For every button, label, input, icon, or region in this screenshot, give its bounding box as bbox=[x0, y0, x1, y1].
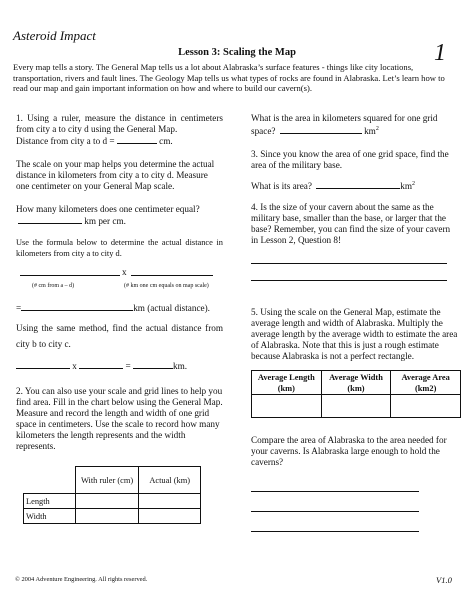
formula-equals: = bbox=[16, 303, 22, 313]
lesson-heading: Lesson 3: Scaling the Map bbox=[178, 47, 296, 58]
table-row bbox=[24, 509, 201, 524]
same-method-text: Using the same method, find the actual distance from city b to city c. bbox=[16, 323, 223, 349]
compare-answer-line-3[interactable] bbox=[251, 520, 419, 532]
formula-blank-1[interactable] bbox=[20, 267, 120, 276]
bc-equals: = bbox=[125, 361, 131, 371]
left-column bbox=[16, 113, 223, 524]
table-row bbox=[252, 395, 461, 418]
header-actual: Actual (km) bbox=[139, 467, 201, 494]
average-area-cell[interactable] bbox=[391, 395, 461, 418]
base-area-unit: km bbox=[400, 181, 413, 192]
compare-question: Compare the area of Alabraska to the area needed for your caverns. Is Alabraska large enough to hold the caverns? bbox=[251, 435, 447, 468]
copyright-notice: © 2004 Adventure Engineering. All rights reserved. bbox=[15, 576, 148, 583]
question-1-distance bbox=[16, 135, 223, 147]
formula-result-row bbox=[16, 302, 223, 314]
length-km-cell[interactable] bbox=[139, 494, 201, 509]
base-area-label: What is its area? bbox=[251, 181, 312, 192]
distance-label: Distance from city a to d = bbox=[16, 136, 117, 146]
average-width-cell[interactable] bbox=[321, 395, 391, 418]
header-average-width: Average Width (km) bbox=[321, 371, 391, 395]
table-header-row bbox=[252, 371, 461, 395]
km-question-label: How many kilometers does one centimeter equal? bbox=[16, 204, 200, 214]
formula-multiply: x bbox=[122, 267, 127, 277]
question-2-text: 2. You can also use your scale and grid lines to help you find area. Fill in the chart below using the General Map. Measure and record the length and width of one grid space in centimeters. Use the scale to record how many kilometers the length represents and the width represents. bbox=[16, 386, 223, 451]
table-corner bbox=[24, 467, 76, 494]
base-area-row bbox=[251, 179, 459, 192]
page-number: 1 bbox=[434, 40, 446, 66]
q4-answer-line-1[interactable] bbox=[251, 252, 447, 264]
row-label-width: Width bbox=[24, 509, 76, 524]
length-cm-cell[interactable] bbox=[75, 494, 139, 509]
document-title: Asteroid Impact bbox=[13, 28, 96, 43]
intro-paragraph: Every map tells a story. The General Map tells us a lot about Alabraska’s surface features - things like city locations, transportation, rivers and fault lines. The Geology Map tells us what types of rocks are found in Alabraska. Let’s learn how to read our map and gain important information on how and where to build our cavern(s). bbox=[13, 62, 445, 94]
km-per-cm-question bbox=[16, 204, 223, 227]
distance-unit: cm. bbox=[156, 136, 173, 146]
base-area-exponent: 2 bbox=[412, 181, 416, 188]
alabraska-area-table bbox=[251, 370, 461, 418]
version-label: V1.0 bbox=[436, 575, 452, 585]
header-average-length: Average Length (km) bbox=[252, 371, 322, 395]
grid-area-blank[interactable] bbox=[280, 125, 362, 134]
distance-answer-blank[interactable] bbox=[117, 135, 157, 144]
header-with-ruler: With ruler (cm) bbox=[75, 467, 139, 494]
formula-instructions: Use the formula below to determine the actual distance in kilometers from city a to city d. bbox=[16, 238, 223, 258]
grid-area-unit: km bbox=[364, 126, 376, 137]
bc-blank-2[interactable] bbox=[79, 360, 123, 369]
average-length-cell[interactable] bbox=[252, 395, 322, 418]
bc-blank-1[interactable] bbox=[16, 360, 70, 369]
bc-unit: km. bbox=[172, 361, 188, 371]
grid-measure-table bbox=[23, 466, 201, 524]
question-3-text: 3. Since you know the area of one grid space, find the area of the military base. bbox=[251, 149, 449, 171]
formula-label-km: (# km one cm equals on map scale) bbox=[124, 283, 209, 289]
table-row bbox=[24, 494, 201, 509]
table-header-row bbox=[24, 467, 201, 494]
scale-paragraph: The scale on your map helps you determine the actual distance in kilometers from city a to city d. Measure one centimeter on your General Map scale. bbox=[16, 159, 215, 191]
grid-area-text: What is the area in kilometers squared for one grid space? bbox=[251, 113, 438, 137]
header-average-area: Average Area (km2) bbox=[391, 371, 461, 395]
width-cm-cell[interactable] bbox=[75, 509, 139, 524]
grid-area-exponent: 2 bbox=[375, 126, 379, 132]
bc-result-blank[interactable] bbox=[133, 360, 173, 369]
formula-row bbox=[16, 267, 223, 293]
base-area-blank[interactable] bbox=[316, 180, 400, 189]
formula-result-blank[interactable] bbox=[21, 302, 133, 311]
compare-answer-line-1[interactable] bbox=[251, 480, 419, 492]
formula-blank-2[interactable] bbox=[131, 267, 213, 276]
q4-answer-line-2[interactable] bbox=[251, 269, 447, 281]
question-5-text: 5. Using the scale on the General Map, estimate the average length and width of Alabraska. Multiply the average length by the average width to estimate the area of Alabraska. Note that this is just a rough estimate because Alabraska is not a perfect rectangle. bbox=[251, 307, 458, 362]
compare-answer-line-2[interactable] bbox=[251, 500, 419, 512]
formula-result-label: km (actual distance). bbox=[133, 303, 210, 313]
grid-area-question bbox=[251, 113, 459, 137]
row-label-length: Length bbox=[24, 494, 76, 509]
km-per-cm-unit: km per cm. bbox=[84, 216, 126, 226]
bc-calculation-row bbox=[16, 360, 223, 372]
bc-multiply: x bbox=[72, 361, 77, 371]
width-km-cell[interactable] bbox=[139, 509, 201, 524]
km-per-cm-blank[interactable] bbox=[18, 215, 82, 224]
right-column bbox=[251, 113, 459, 532]
question-1-text: 1. Using a ruler, measure the distance in centimeters from city a to city d using the General Map. bbox=[16, 113, 223, 134]
formula-label-cm: (# cm from a – d) bbox=[32, 283, 75, 289]
question-4-text: 4. Is the size of your cavern about the same as the military base, smaller than the base, or larger that the base? Remember, you can find the size of your cavern in Lesson 2, Question 8! bbox=[251, 202, 451, 246]
